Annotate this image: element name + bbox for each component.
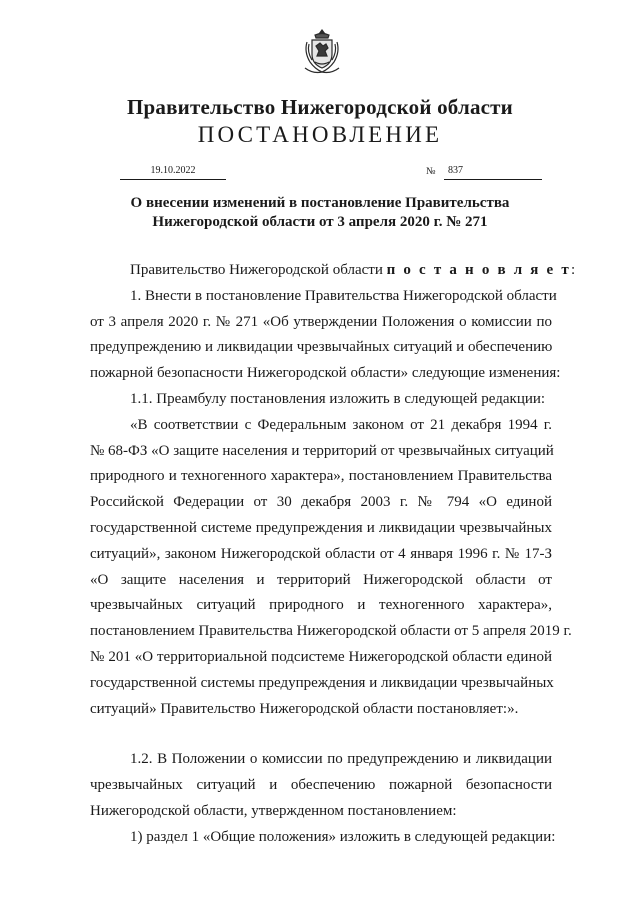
lead-text: Правительство Нижегородской области [130, 262, 383, 278]
body-line: 1) раздел 1 «Общие положения» изложить в следующей редакции: [130, 828, 556, 845]
document-subject [90, 194, 550, 232]
coat-of-arms-emblem [303, 28, 341, 74]
document-type: ПОСТАНОВЛЕНИЕ [197, 122, 443, 147]
body-line: 1.2. В Положении о комиссии по предупреждению и ликвидации [130, 751, 552, 768]
body-line: 1.1. Преамбулу постановления изложить в следующей редакции: [130, 390, 546, 407]
body-line: пожарной безопасности Нижегородской области» следующие изменения: [90, 365, 561, 382]
body-line: 1. Внести в постановление Правительства Нижегородской области [130, 287, 557, 304]
body-line: государственной системе предупреждения и ликвидации чрезвычайных [90, 519, 552, 536]
body-line: чрезвычайных ситуаций и обеспечению пожарной безопасности [90, 777, 552, 794]
body-line: чрезвычайных ситуаций природного и техногенного характера», [90, 597, 552, 614]
body-line: ситуаций» Правительство Нижегородской области постановляет:». [90, 700, 519, 717]
body-line: «В соответствии с Федеральным законом от 21 декабря 1994 г. [130, 416, 552, 433]
document-date: 19.10.2022 [120, 165, 226, 180]
body-line: Российской Федерации от 30 декабря 2003 г. № 794 «О единой [90, 494, 552, 511]
body-line: государственной системы предупреждения и ликвидации чрезвычайных [90, 674, 554, 691]
body-line: № 201 «О территориальной подсистеме Нижегородской области единой [90, 648, 552, 665]
decrees-word: п о с т а н о в л я е т [386, 262, 571, 278]
body-line: № 68-ФЗ «О защите населения и территорий от чрезвычайных ситуаций [90, 442, 554, 459]
body-line: Нижегородской области, утвержденном постановлением: [90, 802, 457, 819]
subject-line: О внесении изменений в постановление Правительства [130, 195, 510, 211]
document-body [90, 258, 576, 851]
lead-end: : [570, 262, 576, 278]
subject-line: Нижегородской области от 3 апреля 2020 г. № 271 [152, 214, 488, 230]
body-line: предупреждению и ликвидации чрезвычайных ситуаций и обеспечению [90, 339, 553, 356]
body-line: от 3 апреля 2020 г. № 271 «Об утверждении Положения о комиссии по [90, 313, 552, 330]
lead-paragraph [90, 258, 576, 284]
number-sign: № [426, 166, 436, 177]
document-number-field [444, 165, 542, 180]
body-line: постановлением Правительства Нижегородской области от 5 апреля 2019 г. [90, 623, 572, 640]
government-title: Правительство Нижегородской области [127, 95, 513, 119]
document-number: 837 [448, 165, 463, 176]
body-line: «О защите населения и территорий Нижегородской области от [90, 571, 552, 588]
body-line: ситуаций», законом Нижегородской области от 4 января 1996 г. № 17-З [90, 545, 552, 562]
body-line: природного и техногенного характера», постановлением Правительства [90, 468, 552, 485]
